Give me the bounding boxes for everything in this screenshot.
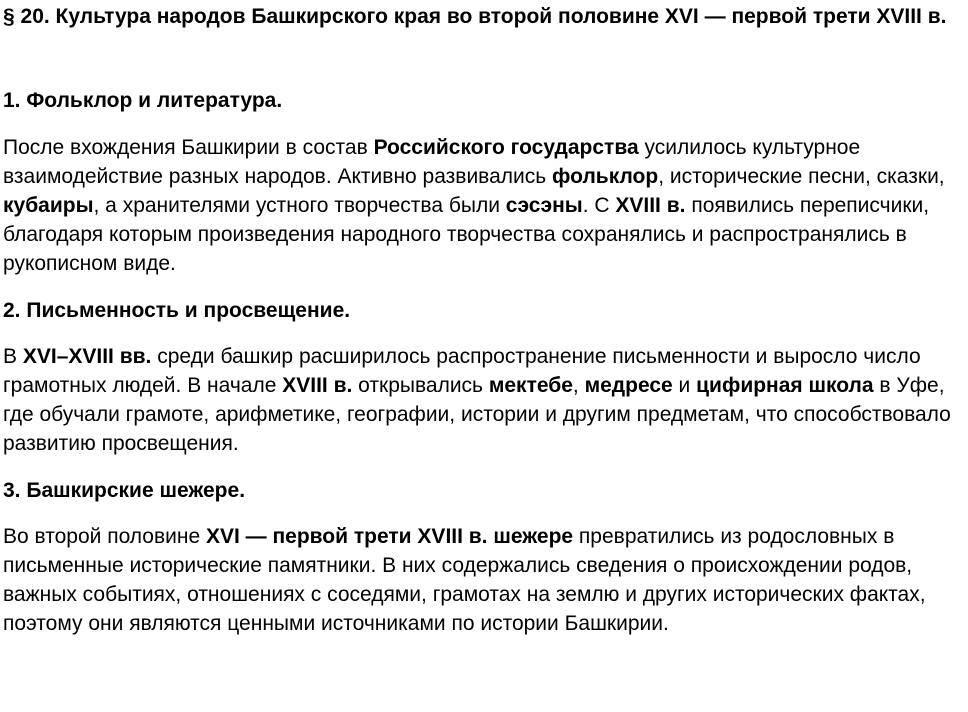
bold-term: Российского государства bbox=[373, 136, 639, 159]
bold-term: цифирная школа bbox=[696, 374, 874, 397]
text-run: и bbox=[672, 374, 697, 397]
section-heading: 1. Фольклор и литература. bbox=[3, 89, 283, 112]
section-literacy bbox=[3, 296, 962, 458]
text-run: , исторические песни, сказки, bbox=[658, 165, 945, 188]
text-run: в Уфе, где обучали грамоте, арифметике, географии, истории и другим предметам, что способствовало развитию просвещения. bbox=[3, 374, 951, 455]
text-run: усилилось культурное взаимодействие разных народов. Активно развивались bbox=[3, 136, 861, 188]
bold-term: медресе bbox=[584, 374, 673, 397]
bold-term: шежере bbox=[493, 525, 574, 548]
text-run: появились переписчики, благодаря которым произведения народного творчества сохранялись и распространялись в рукописном виде. bbox=[3, 194, 930, 275]
bold-term: мектебе bbox=[488, 374, 573, 397]
section-shezhere bbox=[3, 476, 962, 638]
text-run: В bbox=[3, 345, 23, 368]
bold-term: кубаиры bbox=[3, 194, 94, 217]
text-run: . С bbox=[582, 194, 616, 217]
text-run: , а хранителями устного творчества были bbox=[93, 194, 506, 217]
text-run: превратились из родословных в письменные исторические памятники. В них содержались сведения о происхождении родов, важных событиях, отношениях с соседями, грамотах на землю и других исторических фактах, поэтому они являются ценными источниками по истории Башкирии. bbox=[3, 525, 926, 635]
text-run: Во второй половине bbox=[3, 525, 206, 548]
bold-term: сэсэны bbox=[505, 194, 583, 217]
bold-term: XVIII в. bbox=[615, 194, 686, 217]
text-run: , bbox=[572, 374, 585, 397]
section-folklore bbox=[3, 86, 962, 278]
section-paragraph bbox=[3, 522, 962, 638]
section-paragraph bbox=[3, 133, 962, 278]
text-run: После вхождения Башкирии в состав bbox=[3, 136, 374, 159]
bold-term: фольклор bbox=[552, 165, 659, 188]
text-run: среди башкир расширилось распространение письменности и выросло число грамотных людей. В начале bbox=[3, 345, 921, 397]
bold-term: XVIII в. bbox=[282, 374, 353, 397]
bold-term: XVI — первой трети XVIII в. bbox=[205, 525, 488, 548]
bold-term: XVI–XVIII вв. bbox=[22, 345, 152, 368]
section-heading: 2. Письменность и просвещение. bbox=[3, 299, 351, 322]
section-heading: 3. Башкирские шежере. bbox=[3, 479, 246, 502]
text-run: открывались bbox=[352, 374, 489, 397]
section-paragraph bbox=[3, 342, 962, 458]
page-title: § 20. Культура народов Башкирского края во второй половине XVI — первой трети XVIII в. bbox=[3, 5, 947, 28]
